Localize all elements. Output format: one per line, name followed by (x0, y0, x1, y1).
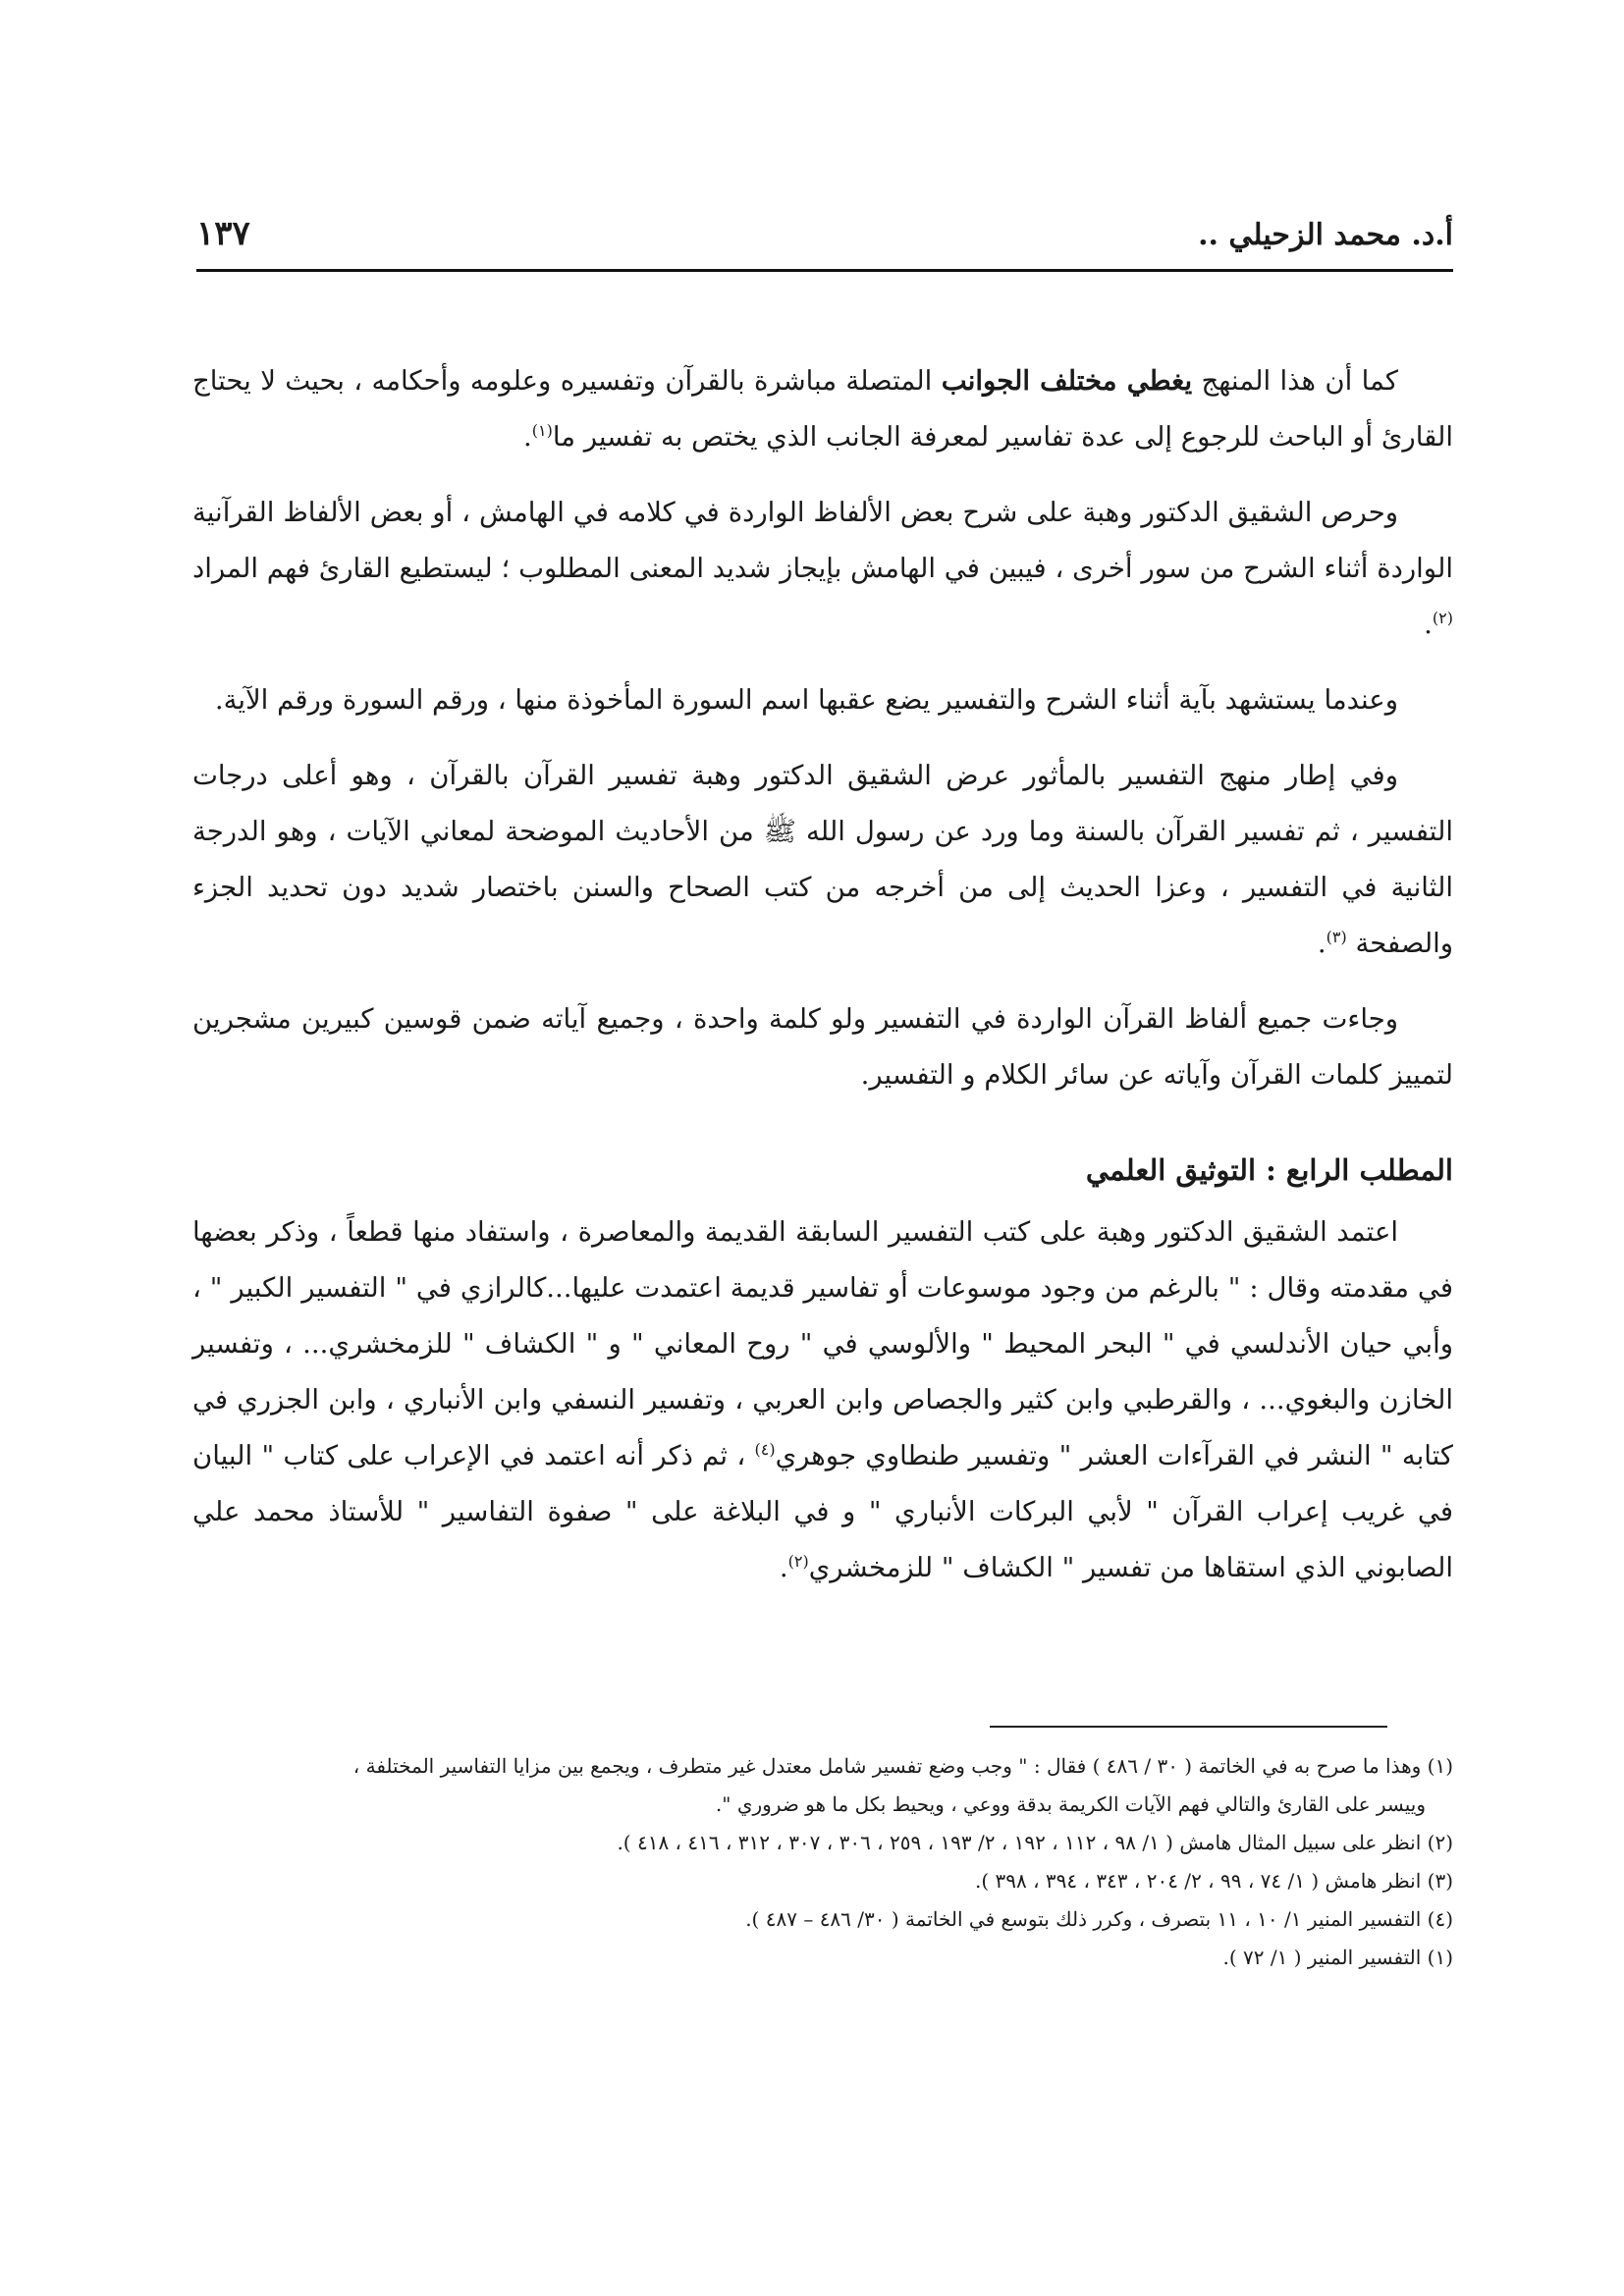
footnote-1-continued: وييسر على القارئ والتالي فهم الآيات الكريمة بدقة ووعي ، ويحيط بكل ما هو ضروري ". (715, 1792, 1426, 1816)
paragraph-1 (192, 353, 1453, 465)
footnote-1: (١) وهذا ما صرح به في الخاتمة ( ٣٠ / ٤٨٦ ) فقال : " وجب وضع تفسير شامل معتدل غير متطرف ، ويجمع بين مزايا التفاسير المختلفة ، (352, 1754, 1453, 1778)
paragraph-5-text: وجاءت جميع ألفاظ القرآن الواردة في التفسير ولو كلمة واحدة ، وجميع آياته ضمن قوسين كبيرين مشجرين لتمييز كلمات القرآن وآياته عن سائر الكلام و التفسير. (192, 1003, 1453, 1091)
header-author: أ.د. محمد الزحيلي .. (1198, 218, 1453, 252)
paragraph-1-text-a: كما أن هذا المنهج (1192, 365, 1398, 397)
paragraph-6 (192, 1204, 1453, 1596)
footnote-3: (٣) انظر هامش ( ١/ ٧٤ ، ٩٩ ، ٢/ ٢٠٤ ، ٣٤٣ ، ٣٩٤ ، ٣٩٨ ). (974, 1869, 1453, 1893)
paragraph-4-text: وفي إطار منهج التفسير بالمأثور عرض الشقيق الدكتور وهبة تفسير القرآن بالقرآن ، وهو أعلى درجات التفسير ، ثم تفسير القرآن بالسنة وما ورد عن رسول الله ﷺ من الأحاديث الموضحة لمعاني الآيات ، وهو الدرجة الثانية في التفسير ، وعزا الحديث إلى من أخرجه من كتب الصحاح والسنن باختصار شديد دون تحديد الجزء والصفحة (192, 760, 1453, 959)
paragraph-6-text-a: اعتمد الشقيق الدكتور وهبة على كتب التفسير السابقة القديمة والمعاصرة ، واستفاد منها قطعاً ، وذكر بعضها في مقدمته وقال : " بالرغم من وجود موسوعات أو تفاسير قديمة اعتمدت عليها...كالرازي في " التفسير الكبير " ، وأبي حيان الأندلسي في " البحر المحيط " والألوسي في " روح المعاني " و " الكشاف " للزمخشري... ، وتفسير الخازن والبغوي... ، والقرطبي وابن كثير والجصاص وابن العربي ، وتفسير النسفي وابن الأنباري ، وابن الجزري في كتابه " النشر في القرآءات العشر " وتفسير طنطاوي جوهري (192, 1216, 1454, 1471)
footnote-ref-2: (٢) (1432, 609, 1453, 627)
section-heading: المطلب الرابع : التوثيق العلمي (1085, 1153, 1453, 1187)
paragraph-2-text: وحرص الشقيق الدكتور وهبة على شرح بعض الألفاظ الواردة في كلامه في الهامش ، أو بعض الألفاظ القرآنية الواردة أثناء الشرح من سور أخرى ، فيبين في الهامش بإيجاز شديد المعنى المطلوب ؛ ليستطيع القارئ فهم المراد (192, 497, 1453, 584)
paragraph-3-text: وعندما يستشهد بآية أثناء الشرح والتفسير يضع عقبها اسم السورة المأخوذة منها ، ورقم السورة ورقم الآية. (214, 684, 1398, 716)
footnote-ref-1: (١) (531, 421, 553, 440)
running-header (196, 208, 1453, 272)
page-number: ١٣٧ (196, 214, 250, 253)
paragraph-2-end: . (1424, 609, 1433, 640)
footnote-2: (٢) انظر على سبيل المثال هامش ( ١/ ٩٨ ، ١١٢ ، ١٩٢ ، ٢/ ١٩٣ ، ٢٥٩ ، ٣٠٦ ، ٣٠٧ ، ٣١٢ ، ٤١٦ ، ٤١٨ ). (617, 1831, 1453, 1854)
footnotes (192, 1747, 1453, 1977)
footnote-ref-3: (٣) (1326, 928, 1347, 946)
footnote-ref-5: (٢) (787, 1552, 809, 1571)
paragraph-2 (192, 485, 1453, 653)
footnote-ref-4: (٤) (754, 1440, 776, 1459)
footnote-4: (٤) التفسير المنير ١/ ١٠ ، ١١ بتصرف ، وكرر ذلك بتوسع في الخاتمة ( ٣٠/ ٤٨٦ – ٤٨٧ ). (745, 1907, 1453, 1931)
footnote-5: (١) التفسير المنير ( ١/ ٧٢ ). (1222, 1946, 1453, 1969)
footnote-separator (990, 1726, 1387, 1728)
paragraph-4 (192, 748, 1453, 972)
paragraph-6-end: . (779, 1552, 788, 1583)
paragraph-1-emphasis: يغطي مختلف الجوانب (941, 365, 1193, 397)
paragraph-4-end: . (1317, 928, 1326, 959)
paragraph-6-text-b: ، ثم ذكر أنه اعتمد في الإعراب على كتاب " البيان في غريب إعراب القرآن " لأبي البركات الأنباري " و في البلاغة على " صفوة التفاسير " للأستاذ محمد علي الصابوني الذي استقاها من تفسير " الكشاف " للزمخشري (192, 1440, 1453, 1583)
paragraph-1-text-b: المتصلة مباشرة بالقرآن وتفسيره وعلومه وأحكامه ، بحيث لا يحتاج القارئ أو الباحث للرجوع إلى عدة تفاسير لمعرفة الجانب الذي يختص به تفسير ما (192, 365, 1453, 453)
main-text (192, 353, 1453, 1616)
paragraph-5 (192, 991, 1453, 1103)
paragraph-3 (192, 672, 1453, 728)
paragraph-1-end: . (523, 421, 532, 453)
